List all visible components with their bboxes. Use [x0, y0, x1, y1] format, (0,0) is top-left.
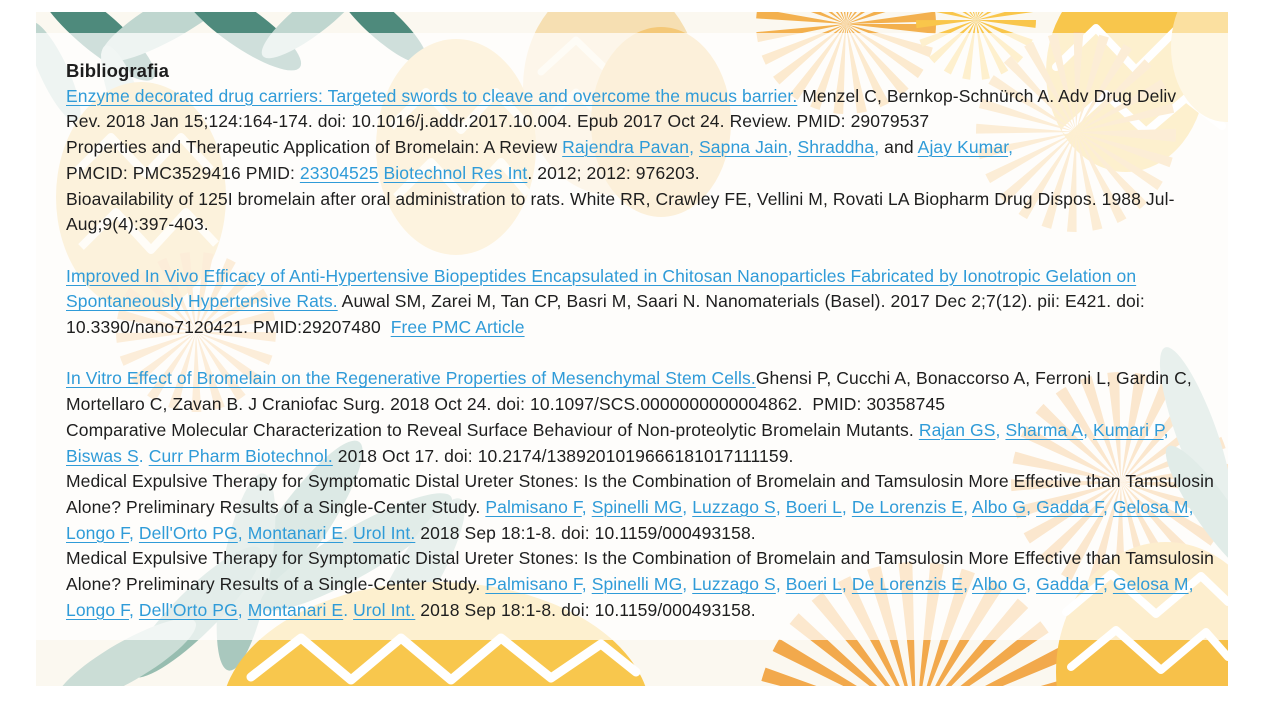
citation-link[interactable]: Albo G — [972, 496, 1027, 517]
link-separator: , — [237, 599, 248, 620]
link-separator: , — [682, 574, 693, 595]
citation-text: Menzel C, Bernkop-Schnürch A. Adv Drug Deliv Rev. 2018 Jan 15;124:164-174. doi: 10.1016/j.addr.2017.10.004. Epub 2017 Oct 24. Review. PMID: 29079537 — [66, 85, 1177, 132]
citation-link[interactable]: Rajendra Pavan — [562, 137, 690, 158]
citation-link[interactable]: Kumari P — [1093, 419, 1164, 440]
citation-text: . 2012; 2012: 976203. — [527, 162, 700, 183]
blank-line — [66, 238, 1216, 264]
link-separator: . — [138, 445, 149, 466]
citation-link[interactable]: Spinelli MG — [591, 496, 683, 517]
citation-link[interactable]: Biotechnol Res Int — [383, 162, 528, 183]
citation-link[interactable]: Albo G — [972, 574, 1027, 595]
citation-link[interactable]: De Lorenzis E — [851, 496, 964, 517]
citation-text: Medical Expulsive Therapy for Symptomatic Distal Ureter Stones: Is the Combination of Bromelain and Tamsulosin More Effective than Tamsulosin Alone? Preliminary Results of a Single-Center Study. — [66, 548, 1214, 595]
presentation-slide — [36, 12, 1228, 686]
citation-link[interactable]: Longo F — [66, 599, 129, 620]
link-separator: , — [1102, 574, 1113, 595]
citation-link[interactable]: Luzzago S — [692, 574, 776, 595]
citation-link[interactable]: Free PMC Article — [390, 317, 525, 338]
link-separator: , — [682, 496, 693, 517]
link-separator: , — [775, 496, 786, 517]
link-separator: , — [128, 599, 139, 620]
citation-text: 2018 Sep 18:1-8. doi: 10.1159/000493158. — [415, 522, 756, 543]
link-separator: , — [1083, 419, 1094, 440]
citation-link[interactable]: Curr Pharm Biotechnol. — [148, 445, 333, 466]
citation-link[interactable]: Longo F — [66, 522, 129, 543]
link-separator: . — [343, 599, 354, 620]
citation-link[interactable]: Gadda F — [1036, 496, 1103, 517]
link-separator: , — [1026, 574, 1037, 595]
link-separator: , — [581, 574, 592, 595]
citation-link[interactable]: Biswas S — [66, 445, 139, 466]
sunburst-bottom — [836, 642, 996, 686]
link-separator: , — [1188, 496, 1194, 517]
citation-text: Comparative Molecular Characterization to Reveal Surface Behaviour of Non-proteolytic Bromelain Mutants. — [66, 419, 919, 440]
link-separator: , — [581, 496, 592, 517]
citation-text: Bioavailability of 125I bromelain after oral administration to rats. White RR, Crawley FE, Vellini M, Rovati LA Biopharm Drug Dispos. 1988 Jul-Aug;9(4):397-403. — [66, 188, 1175, 235]
citation — [66, 418, 1216, 469]
citation — [66, 135, 1216, 186]
link-separator: , — [1102, 496, 1113, 517]
citation — [66, 84, 1216, 135]
link-separator: , — [841, 496, 852, 517]
citation-link[interactable]: Dell'Orto PG — [138, 522, 238, 543]
citation-text: Properties and Therapeutic Application of Bromelain: A Review — [66, 137, 563, 158]
citation-link[interactable]: Rajan GS — [918, 419, 996, 440]
citation-link[interactable]: Spinelli MG — [591, 574, 683, 595]
citation — [66, 469, 1216, 546]
link-separator: , — [1188, 574, 1194, 595]
page-title: Bibliografia — [66, 60, 169, 81]
citation-link[interactable]: Palmisano F — [485, 496, 582, 517]
citation-link[interactable]: Urol Int. — [353, 522, 416, 543]
citation-link[interactable]: Dell'Orto PG — [138, 599, 238, 620]
citation-link[interactable]: Enzyme decorated drug carriers: Targeted swords to cleave and overcome the mucus barrier. — [66, 85, 798, 106]
citation-link[interactable]: Ajay Kumar — [917, 137, 1009, 158]
link-separator: , — [775, 574, 786, 595]
citation-link[interactable]: Boeri L — [785, 574, 842, 595]
citation-link[interactable]: Luzzago S — [692, 496, 776, 517]
citation-link[interactable]: Montanari E — [247, 522, 344, 543]
citation-link[interactable]: Gelosa M — [1112, 496, 1189, 517]
citation-link[interactable]: Gadda F — [1036, 574, 1103, 595]
link-separator: , — [787, 137, 798, 158]
citation-text: PMCID: PMC3529416 PMID: — [66, 162, 300, 183]
link-separator: , — [237, 522, 248, 543]
link-separator: . — [343, 522, 354, 543]
bibliography-section — [66, 58, 1216, 623]
citation-link[interactable]: Sharma A — [1005, 419, 1084, 440]
link-separator: , — [841, 574, 852, 595]
citation-link[interactable]: 23304525 — [299, 162, 379, 183]
link-separator: , — [874, 137, 880, 158]
citation-link[interactable]: De Lorenzis E — [851, 574, 964, 595]
citation-text: 2018 Sep 18:1-8. doi: 10.1159/000493158. — [415, 599, 756, 620]
citation-link[interactable]: Montanari E — [247, 599, 344, 620]
link-separator: , — [689, 137, 700, 158]
citation — [66, 546, 1216, 623]
link-separator: , — [128, 522, 139, 543]
bibliography-list — [66, 84, 1216, 624]
citation-text: Ghensi P, Cucchi A, Bonaccorso A, Ferroni L, Gardin C, Mortellaro C, Zavan B. J Craniofac Surg. 2018 Oct 24. doi: 10.1097/SCS.0000000000004862. PMID: 30358745 — [66, 368, 1192, 415]
link-separator: , — [1163, 419, 1169, 440]
citation-link[interactable]: Boeri L — [785, 496, 842, 517]
link-separator: , — [963, 496, 973, 517]
citation-link[interactable]: In Vitro Effect of Bromelain on the Regenerative Properties of Mesenchymal Stem Cells. — [66, 368, 756, 389]
citation — [66, 264, 1216, 341]
citation — [66, 187, 1216, 238]
citation-link[interactable]: Shraddha — [797, 137, 875, 158]
citation-link[interactable]: Urol Int. — [353, 599, 416, 620]
link-separator: , — [1008, 137, 1014, 158]
citation-text: Auwal SM, Zarei M, Tan CP, Basri M, Saari N. Nanomaterials (Basel). 2017 Dec 2;7(12). pii: E421. doi: 10.3390/nano7120421. PMID:29207480 — [66, 291, 1145, 338]
citation-text: Medical Expulsive Therapy for Symptomatic Distal Ureter Stones: Is the Combination of Bromelain and Tamsulosin More Effective than Tamsulosin Alone? Preliminary Results of a Single-Center Study. — [66, 471, 1214, 517]
link-separator: , — [995, 419, 1006, 440]
citation-text: and — [879, 137, 918, 158]
citation-link[interactable]: Palmisano F — [485, 574, 582, 595]
citation-link[interactable]: Sapna Jain — [699, 137, 788, 158]
link-separator: , — [1026, 496, 1037, 517]
citation — [66, 366, 1216, 417]
link-separator: , — [963, 574, 973, 595]
citation-link[interactable]: Improved In Vivo Efficacy of Anti-Hypertensive Biopeptides Encapsulated in Chitosan Nanoparticles Fabricated by Ionotropic Gelation on Spontaneously Hypertensive Rats. — [66, 265, 1137, 312]
citation-text: 2018 Oct 17. doi: 10.2174/1389201019666181017111159. — [332, 445, 794, 466]
citation-link[interactable]: Gelosa M — [1112, 574, 1189, 595]
blank-line — [66, 341, 1216, 367]
